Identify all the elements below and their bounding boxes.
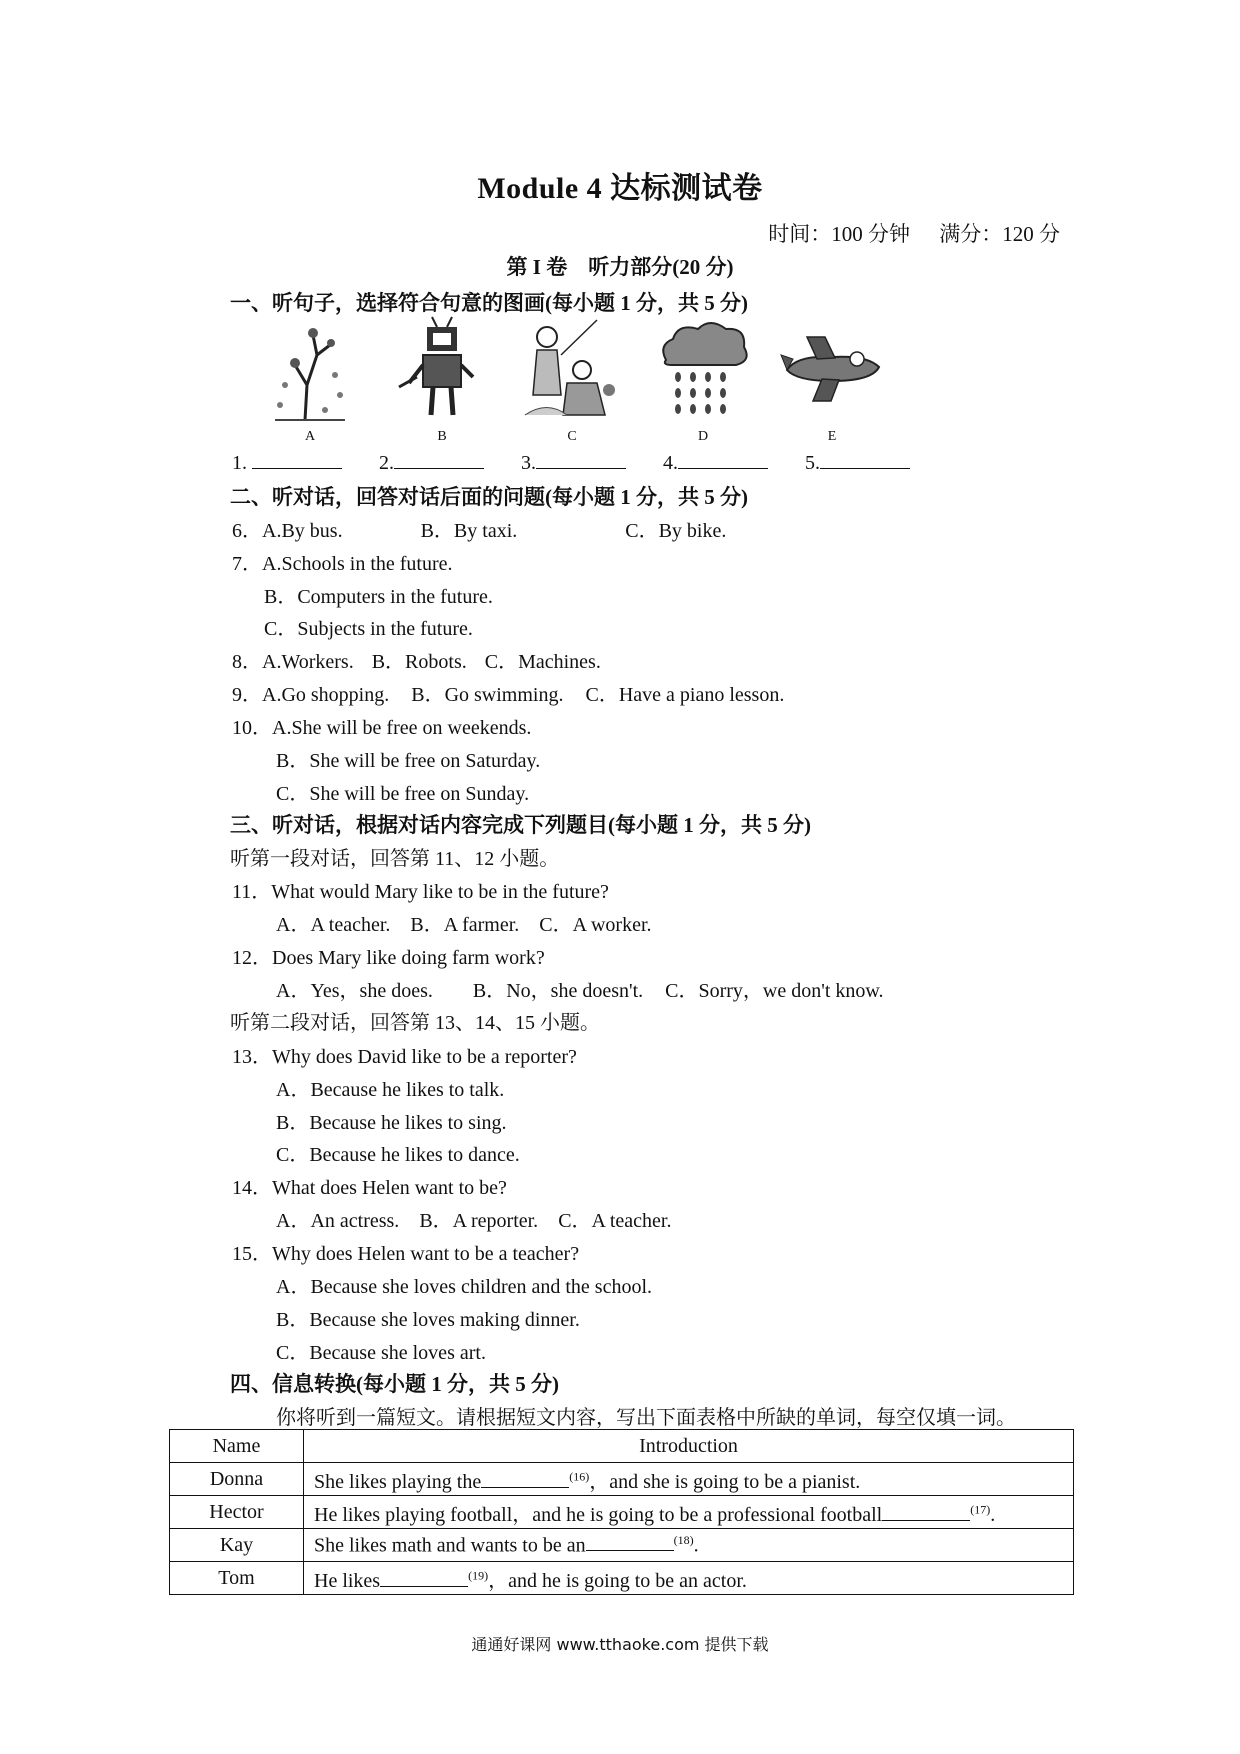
question-11: 11．What would Mary like to be in the future? (232, 881, 609, 903)
time-limit: 时间：100 分钟 (768, 222, 910, 246)
column-header-introduction: Introduction (304, 1430, 1074, 1463)
option-c: C．By bike. (625, 520, 727, 542)
picture-label: C (567, 429, 577, 444)
option-a: A.Schools in the future. (262, 553, 453, 575)
picture-label: A (304, 429, 316, 444)
question-11-options (276, 908, 694, 937)
answer-blank[interactable] (394, 450, 484, 469)
option-c: C．A teacher. (558, 1210, 672, 1232)
table-row (170, 1562, 1074, 1595)
question-9: 9．A.Go shopping. B．Go swimming. C．Have a piano lesson. (232, 678, 826, 707)
question-14: 14．What does Helen want to be? (232, 1177, 507, 1199)
row-name: Tom (170, 1562, 304, 1595)
row-introduction: She likes playing the $^{(16)}$，and she is going to be a pianist. (304, 1463, 1074, 1496)
column-header-name: Name (170, 1430, 304, 1463)
option-b: B．A farmer. (410, 914, 520, 936)
page-title: Module 4 达标测试卷 (477, 172, 763, 205)
picture-label: E (827, 429, 837, 444)
question-8: 8．A.Workers. B．Robots. C．Machines. (232, 645, 643, 674)
picture-b (387, 315, 497, 445)
table-row (170, 1496, 1074, 1529)
fill-blank[interactable] (481, 1470, 569, 1488)
section-1-title: 一、听句子，选择符合句意的图画(每小题 1 分，共 5 分) (230, 291, 748, 315)
tree-leaves-icon (255, 315, 365, 425)
airplane-icon (777, 315, 887, 425)
dialogue-1-intro: 听第一段对话，回答第 11、12 小题。 (230, 848, 560, 870)
info-table (169, 1429, 1074, 1595)
row-introduction: He likes playing football，and he is going to be a professional football $^{(17)}$. (304, 1496, 1074, 1529)
option-b: B．Go swimming. (411, 684, 564, 706)
fill-blank[interactable] (586, 1533, 674, 1551)
question-14-options (276, 1204, 714, 1233)
table-row (170, 1463, 1074, 1496)
question-12-options (276, 974, 926, 1003)
option-c: C．She will be free on Sunday. (276, 783, 530, 805)
answer-slot-4: 4. (663, 450, 768, 475)
picture-label: B (437, 429, 447, 444)
option-a: A．Because she loves children and the school. (276, 1276, 653, 1298)
option-a: A.Go shopping. (262, 684, 390, 706)
picture-a (255, 315, 365, 445)
picture-e (777, 315, 887, 445)
people-scene-icon (517, 315, 627, 425)
row-introduction: She likes math and wants to be an $^{(18)}$. (304, 1529, 1074, 1562)
row-introduction: He likes $^{(19)}$，and he is going to be an actor. (304, 1562, 1074, 1595)
option-a: A.She will be free on weekends. (272, 717, 532, 739)
footer-source: 通通好课网 www.tthaoke.com 提供下载 (471, 1635, 769, 1654)
section-4-title: 四、信息转换(每小题 1 分，共 5 分) (230, 1372, 559, 1396)
answer-blank[interactable] (536, 450, 626, 469)
answer-blank-row (232, 450, 942, 475)
answer-blank[interactable] (820, 450, 910, 469)
full-score: 满分：120 分 (939, 222, 1060, 246)
picture-label: D (697, 429, 709, 444)
option-a: A．A teacher. (276, 914, 391, 936)
exam-meta (768, 218, 1060, 248)
option-c: C．Have a piano lesson. (585, 684, 785, 706)
option-a: A.Workers. (262, 651, 354, 673)
option-b: B．Because she loves making dinner. (276, 1309, 580, 1331)
table-row (170, 1529, 1074, 1562)
robot-icon (387, 315, 497, 425)
question-10: 10．A.She will be free on weekends. (232, 717, 532, 739)
row-name: Donna (170, 1463, 304, 1496)
answer-blank[interactable] (252, 450, 342, 469)
question-15: 15．Why does Helen want to be a teacher? (232, 1243, 580, 1265)
option-a: A.By bus. (262, 520, 343, 542)
option-a: A．An actress. (276, 1210, 400, 1232)
option-c: C．A worker. (539, 914, 652, 936)
part-title: 第 I 卷 听力部分(20 分) (506, 255, 734, 279)
fill-blank[interactable] (380, 1569, 468, 1587)
dialogue-2-intro: 听第二段对话，回答第 13、14、15 小题。 (230, 1012, 600, 1034)
section-2-title: 二、听对话，回答对话后面的问题(每小题 1 分，共 5 分) (230, 485, 748, 509)
option-b: B．She will be free on Saturday. (276, 750, 541, 772)
option-c: C．Because he likes to dance. (276, 1144, 520, 1166)
answer-slot-3: 3. (521, 450, 626, 475)
option-b: B．A reporter. (419, 1210, 539, 1232)
question-6: 6．A.By bus. B．By taxi. C．By bike. (232, 514, 768, 543)
option-c: C．Because she loves art. (276, 1342, 486, 1364)
question-13: 13．Why does David like to be a reporter? (232, 1046, 577, 1068)
section-4-instructions: 你将听到一篇短文。请根据短文内容，写出下面表格中所缺的单词，每空仅填一词。 (276, 1407, 1016, 1429)
answer-slot-2: 2. (379, 450, 484, 475)
option-a: A．Because he likes to talk. (276, 1079, 505, 1101)
picture-row (255, 315, 895, 450)
option-a: A．Yes，she does. (276, 980, 433, 1002)
option-b: B．No，she doesn't. (472, 980, 644, 1002)
option-b: B．By taxi. (420, 520, 518, 542)
answer-blank[interactable] (678, 450, 768, 469)
option-b: B．Computers in the future. (264, 586, 493, 608)
option-b: B．Because he likes to sing. (276, 1112, 507, 1134)
answer-slot-5: 5. (805, 450, 910, 475)
question-12: 12．Does Mary like doing farm work? (232, 947, 545, 969)
option-c: C．Subjects in the future. (264, 618, 473, 640)
row-name: Hector (170, 1496, 304, 1529)
option-c: C．Machines. (484, 651, 601, 673)
rain-cloud-icon (648, 315, 758, 425)
fill-blank[interactable] (882, 1503, 970, 1521)
picture-d (648, 315, 758, 445)
option-b: B．Robots. (371, 651, 467, 673)
answer-slot-1: 1. (232, 450, 342, 475)
section-3-title: 三、听对话，根据对话内容完成下列题目(每小题 1 分，共 5 分) (230, 813, 811, 837)
option-c: C．Sorry，we don't know. (665, 980, 884, 1002)
picture-c (517, 315, 627, 445)
row-name: Kay (170, 1529, 304, 1562)
table-header-row (170, 1430, 1074, 1463)
question-7: 7．A.Schools in the future. (232, 553, 453, 575)
